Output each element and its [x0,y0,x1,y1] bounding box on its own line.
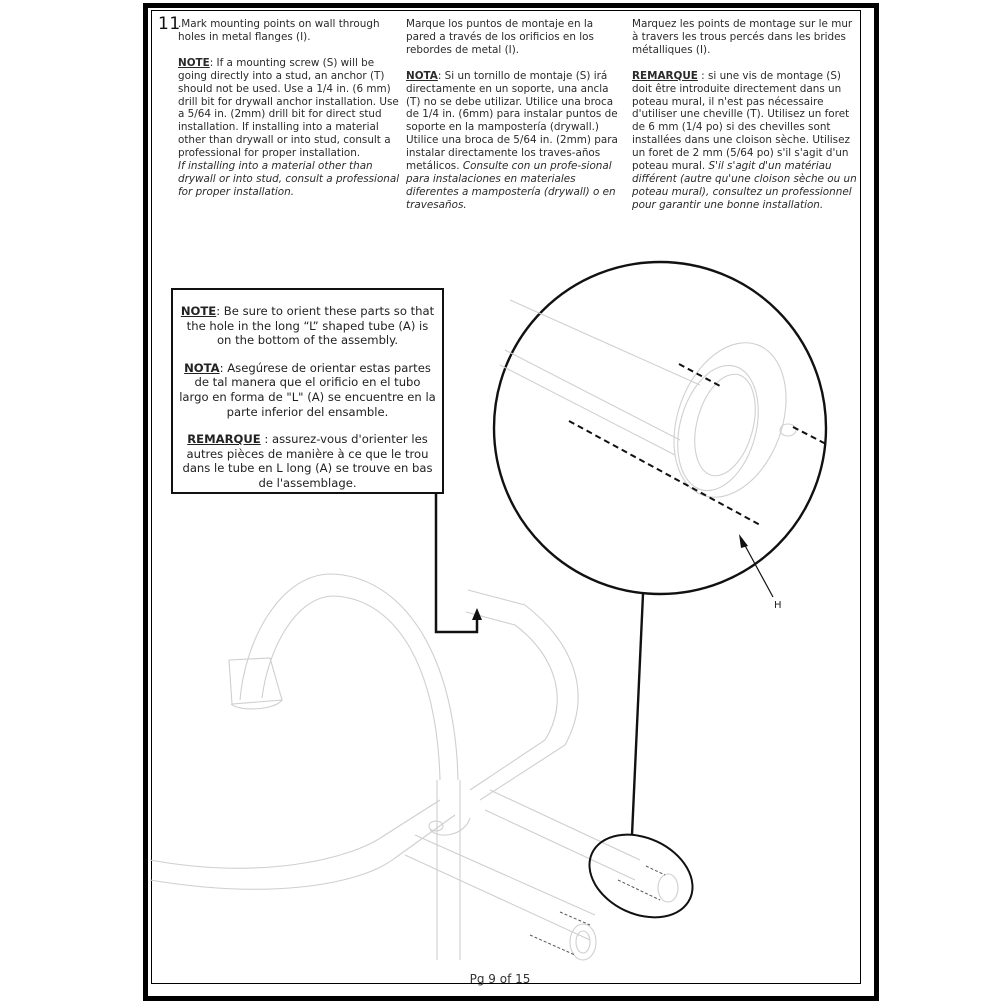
note-label-es: NOTA [406,69,438,82]
orientation-note-callout [171,288,444,494]
callout-note-en [179,304,436,348]
detail-source-ellipse [576,819,706,934]
callout-note-fr [179,432,436,490]
note-label-fr: REMARQUE [632,69,698,82]
magnified-detail-circle [494,262,826,594]
step-number: 11 [158,14,181,34]
flange-detail-sketch [500,300,806,513]
callout-text-fr: : assurez-vous d'orienter les autres pièces de manière à ce que le trou dans le tube en L long (A) se trouve en bas de l'assemblage. [182,432,433,490]
callout-text-es: : Asegúrese de orientar estas partes de tal manera que el orificio en el tubo largo en forma de "L" (A) se encuentre en la parte inferior del ensamble. [179,360,436,419]
note-italic-es: Consulte con un profe-sional para instalaciones en materiales diferentes a mampostería (drywall) o en travesaños. [406,160,616,211]
instruction-lead-es: Marque los puntos de montaje en la pared a través de los orificios en los rebordes de metal (I). [406,18,594,56]
page-number: Pg 9 of 15 [469,972,531,986]
note-italic-en: If installing into a material other than drywall or into stud, consult a professional for proper installation. [178,160,400,198]
detail-connector-line [632,594,643,835]
callout-label-es: NOTA [184,360,220,375]
mounting-dashes-detail [569,364,828,526]
note-text-fr: : si une vis de montage (S) doit être introduite directement dans un poteau mural, il n'est pas nécessaire d'utiliser une cheville (T). Utilisez un foret de 6 mm (1/4 po) si des chevilles sont installées dans une cloison sèche. Utilisez un foret de 2 mm (5/64 po) s'il s'agit d'un poteau mural. [632,69,850,173]
callout-leader-line [436,494,477,632]
callout-label-fr: REMARQUE [187,432,261,447]
part-label-h: H [774,600,782,611]
mounting-dashes-lower [530,866,665,955]
instruction-lead-en: .Mark mounting points on wall through holes in metal flanges (I). [178,18,380,43]
callout-note-es [179,361,436,419]
instruction-lead-fr: Marquez les points de montage sur le mur à travers les trous percés dans les brides métalliques (I). [632,18,853,56]
callout-text-en: : Be sure to orient these parts so that the hole in the long “L” shaped tube (A) is on the bottom of the assembly. [186,304,435,348]
note-text-es: : Si un tornillo de montaje (S) irá directamente en un soporte, una ancla (T) no se debe utilizar. Utilice una broca de 1/4 in. (6mm) para instalar puntos de soporte en la mampostería (drywall.) Utilice una broca de 5/64 in. (2mm) para instalar directamente los traves-años metálicos. [406,69,618,173]
note-text-en: : If a mounting screw (S) will be going directly into a stud, an anchor (T) should not be used. Use a 1/4 in. (6 mm) drill bit for drywall anchor installation. Use a 5/64 in. (2mm) drill bit for direct stud installation. If installing into a material other than drywall or into stud, consult a professional for proper installation. [178,56,399,160]
note-label-en: NOTE [178,56,210,69]
callout-label-en: NOTE [180,304,217,318]
towel-bar-sketch [150,574,678,960]
part-h-pointer [739,534,773,597]
note-italic-fr: S'il s'agit d'un matériau différent (autre qu'une cloison sèche ou un poteau mural), consultez un professionnel pour garantir une bonne installation. [632,160,857,211]
